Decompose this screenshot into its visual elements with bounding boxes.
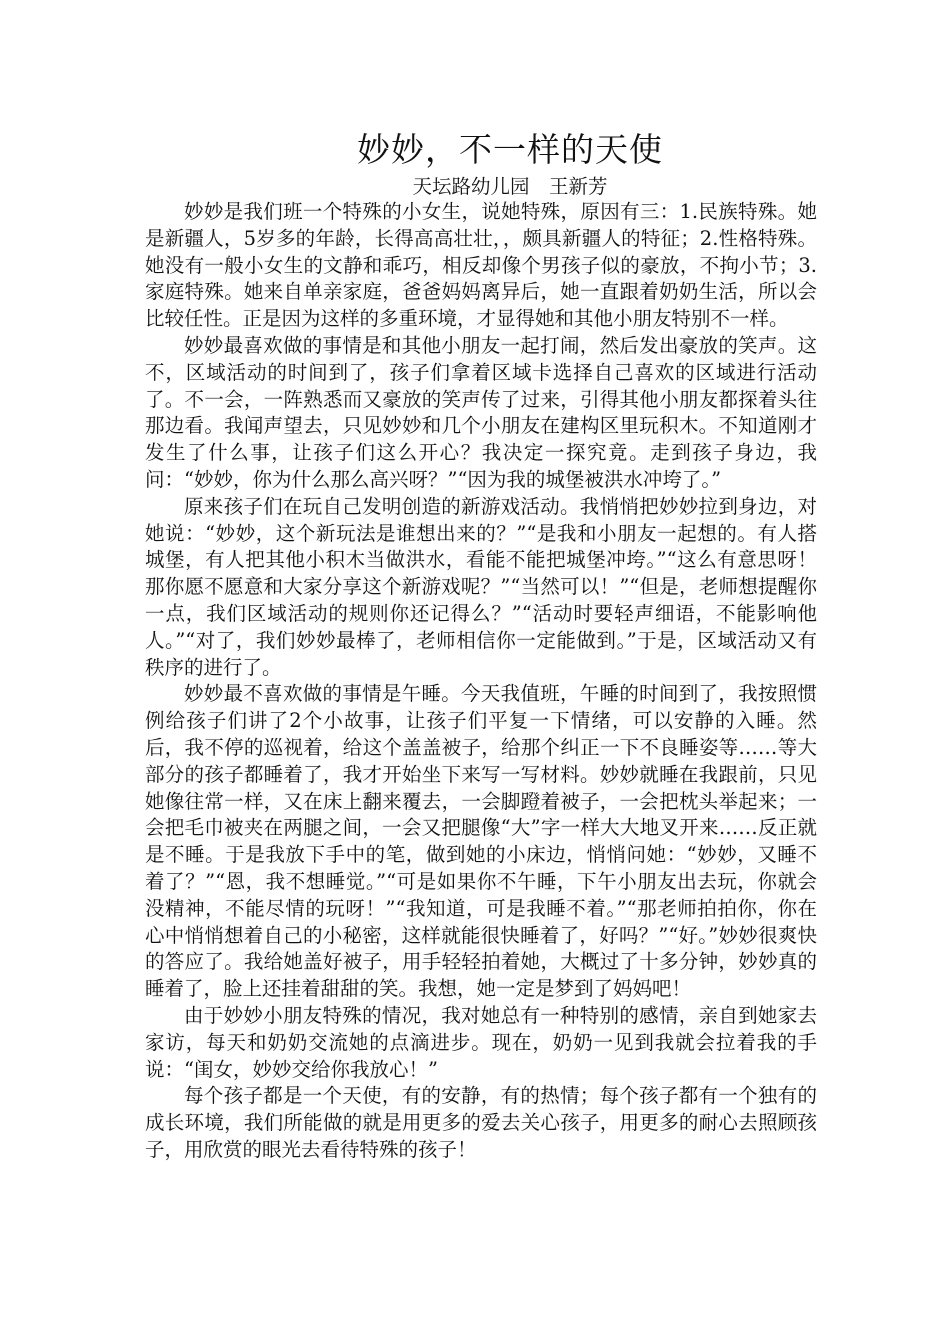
paragraph: 每个孩子都是一个天使，有的安静，有的热情；每个孩子都有一个独有的成长环境，我们所能做的就是用更多的爱去关心孩子，用更多的耐心去照顾孩子，用欣赏的眼光去看待特殊的孩子！ — [145, 1084, 817, 1161]
paragraph: 妙妙最喜欢做的事情是和其他小朋友一起打闹，然后发出豪放的笑声。这不，区域活动的时间到了，孩子们拿着区域卡选择自己喜欢的区域进行活动了。不一会，一阵熟悉而又豪放的笑声传了过来，引得其他小朋友都探着头往那边看。我闻声望去，只见妙妙和几个小朋友在建构区里玩积木。不知道刚才发生了什么事，让孩子们这么开心？我决定一探究竟。走到孩子身边，我问：“妙妙，你为什么那么高兴呀？”“因为我的城堡被洪水冲垮了。” — [145, 333, 817, 491]
paragraph: 原来孩子们在玩自己发明创造的新游戏活动。我悄悄把妙妙拉到身边，对她说：“妙妙，这个新玩法是谁想出来的？”“是我和小朋友一起想的。有人搭城堡，有人把其他小积木当做洪水，看能不能把城堡冲垮。”“这么有意思呀！那你愿不愿意和大家分享这个新游戏呢？”“当然可以！”“但是，老师想提醒你一点，我们区域活动的规则你还记得么？”“活动时要轻声细语，不能影响他人。”“对了，我们妙妙最棒了，老师相信你一定能做到。”于是，区域活动又有秩序的进行了。 — [145, 494, 817, 679]
document-body — [145, 199, 817, 1164]
paragraph: 妙妙是我们班一个特殊的小女生，说她特殊，原因有三：1.民族特殊。她是新疆人，5岁多的年龄，长得高高壮壮，，颇具新疆人的特征；2.性格特殊。她没有一般小女生的文静和乖巧，相反却像个男孩子似的豪放，不拘小节；3.家庭特殊。她来自单亲家庭，爸爸妈妈离异后，她一直跟着奶奶生活，所以会比较任性。正是因为这样的多重环境，才显得她和其他小朋友特别不一样。 — [145, 200, 817, 331]
paragraph: 由于妙妙小朋友特殊的情况，我对她总有一种特别的感情，亲自到她家去家访，每天和奶奶交流她的点滴进步。现在，奶奶一见到我就会拉着我的手说：“闺女，妙妙交给你我放心！” — [145, 1003, 817, 1081]
author-byline: 天坛路幼儿园 王新芳 — [412, 175, 608, 198]
document-title: 妙妙，不一样的天使 — [357, 130, 663, 169]
paragraph: 妙妙最不喜欢做的事情是午睡。今天我值班，午睡的时间到了，我按照惯例给孩子们讲了2个小故事，让孩子们平复一下情绪，可以安静的入睡。然后，我不停的巡视着，给这个盖盖被子，给那个纠正一下不良睡姿等……等大部分的孩子都睡着了，我才开始坐下来写一写材料。妙妙就睡在我跟前，只见她像往常一样，又在床上翻来覆去，一会脚蹬着被子，一会把枕头举起来；一会把毛巾被夹在两腿之间，一会又把腿像“大”字一样大大地叉开来……反正就是不睡。于是我放下手中的笔，做到她的小床边，悄悄问她：“妙妙，又睡不着了？”“恩，我不想睡觉。”“可是如果你不午睡，下午小朋友出去玩，你就会没精神，不能尽情的玩呀！”“我知道，可是我睡不着。”“那老师拍拍你，你在心中悄悄想着自己的小秘密，这样就能很快睡着了，好吗？”“好。”妙妙很爽快的答应了。我给她盖好被子，用手轻轻拍着她，大概过了十多分钟，妙妙真的睡着了，脸上还挂着甜甜的笑。我想，她一定是梦到了妈妈吧！ — [145, 682, 817, 1001]
